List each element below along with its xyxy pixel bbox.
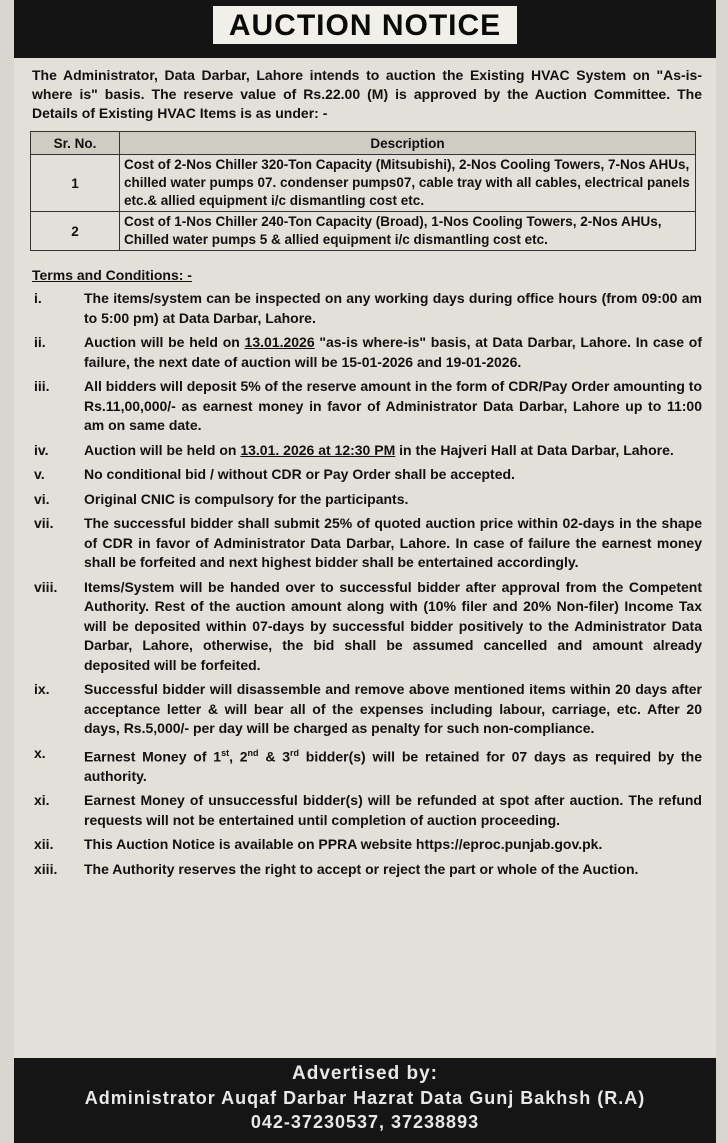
term-text-part: "as-is where-is" basis, at Data Darbar, Lahore. In case of failure, the next date of auction will be 15-01-2026 and 19-01-2026. [84,334,702,370]
notice-page [14,0,716,1143]
intro-paragraph: The Administrator, Data Darbar, Lahore intends to auction the Existing HVAC System on "As-is-where is" basis. The reserve value of Rs.22.00 (M) is approved by the Auction Committee. The Details of Existing HVAC Items is as under: - [32,67,702,121]
term-text-part: & 3 [258,748,291,765]
hvac-items-table [30,131,696,251]
ordinal-suffix: rd [290,747,300,758]
table-cell-desc: Cost of 1-Nos Chiller 240-Ton Capacity (Broad), 1-Nos Cooling Towers, 2-Nos AHUs, Chilled water pumps 5 & allied equipment i/c dismantling cost etc. [120,212,696,251]
table-cell-sr: 1 [31,155,120,212]
ordinal-suffix: st [221,747,230,758]
term-number: vi. [34,490,50,507]
term-number: xi. [34,792,50,809]
advertised-by-label: Advertised by: [292,1063,438,1084]
term-text: Original CNIC is compulsory for the participants. [84,490,409,507]
term-number: vii. [34,515,54,531]
term-number: x. [34,744,46,761]
term-number: viii. [34,578,58,595]
term-number: i. [34,290,42,306]
term-number: iv. [34,441,49,458]
term-text [84,333,702,372]
term-text: All bidders will deposit 5% of the reserve amount in the form of CDR/Pay Order amounting to Rs.11,00,000/- as earnest money in favor of Administrator Data Darbar, Lahore up to 11:00 am on same date. [84,378,702,433]
term-item [14,791,702,830]
term-number: ix. [34,681,50,697]
table-row [31,212,696,251]
term-text: The Authority reserves the right to accept or reject the part or whole of the Auction. [84,860,639,877]
terms-heading: Terms and Conditions: - [32,267,192,283]
term-item [14,333,702,372]
term-item [14,289,702,328]
header-description: Description [120,132,696,155]
term-number: xiii. [34,860,58,877]
header-bar [14,0,716,58]
term-number: v. [34,466,45,482]
term-text-part: bidder(s) will be retained for 07 days as required by the authority. [84,748,702,784]
term-text [84,744,702,787]
term-text: This Auction Notice is available on PPRA website https://eproc.punjab.gov.pk. [84,836,603,853]
term-item [14,744,702,787]
table-cell-desc: Cost of 2-Nos Chiller 320-Ton Capacity (Mitsubishi), 2-Nos Cooling Towers, 7-Nos AHUs, chilled water pumps 07. condenser pumps07, cable tray with all cables, electrical panels etc.& allied equipment i/c dismantling cost etc. [120,155,696,212]
header-sr-no: Sr. No. [31,132,120,155]
term-item [14,465,702,485]
term-item [14,377,702,436]
term-item [14,680,702,739]
term-text-part: Earnest Money of 1 [84,748,222,765]
term-text: Successful bidder will disassemble and remove above mentioned items within 20 days after acceptance letter & will bear all of the expenses including labour, carriage, etc. After 20 days, Rs.5,000/- per day will be charged as penalty for such non-compliance. [84,681,702,736]
terms-list [14,289,716,879]
term-number: xii. [34,836,54,853]
term-text: No conditional bid / without CDR or Pay Order shall be accepted. [84,466,515,482]
auction-date: 13.01.2026 [244,334,315,350]
auction-datetime: 13.01. 2026 at 12:30 PM [240,441,396,458]
term-text-part: Auction will be held on [84,334,245,350]
term-text-part: , 2 [229,748,248,765]
table-header-row [31,132,696,155]
term-number: ii. [34,334,46,350]
term-text-part: in the Hajveri Hall at Data Darbar, Lahore. [395,441,674,458]
term-text: The items/system can be inspected on any working days during office hours (from 09:00 am to 5:00 pm) at Data Darbar, Lahore. [84,290,702,326]
term-item [14,835,702,855]
advertiser-name: Administrator Auqaf Darbar Hazrat Data Gunj Bakhsh (R.A) [84,1088,646,1108]
phone-numbers: 042-37230537, 37238893 [250,1112,480,1132]
term-number: iii. [34,378,50,394]
term-item [14,441,702,461]
term-item [14,514,702,573]
notice-title: AUCTION NOTICE [213,6,517,44]
term-text: The successful bidder shall submit 25% of quoted auction price within 02-days in the shape of CDR in favor of Administrator Data Darbar, Lahore. In case of failure the earnest money shall be forfeited and next highest bidder shall be entertained accordingly. [84,515,702,570]
term-item [14,578,702,676]
term-text: Earnest Money of unsuccessful bidder(s) will be refunded at spot after auction. The refund requests will not be entertained until completion of auction proceeding. [84,792,702,828]
footer-bar [14,1058,716,1143]
term-text [84,441,702,461]
term-item [14,490,702,510]
term-item [14,860,702,880]
table-cell-sr: 2 [31,212,120,251]
table-row [31,155,696,212]
ordinal-suffix: nd [247,747,259,758]
term-text: Items/System will be handed over to successful bidder after approval from the Competent Authority. Rest of the auction amount along with (10% filer and 20% Non-filer) Income Tax will be deposited within 07-days by successful bidder positively to the Administrator Data Darbar, Lahore, otherwise, the bid shall be assumed cancelled and amount already deposited will be forfeited. [84,578,702,673]
term-text-part: Auction will be held on [84,441,241,458]
